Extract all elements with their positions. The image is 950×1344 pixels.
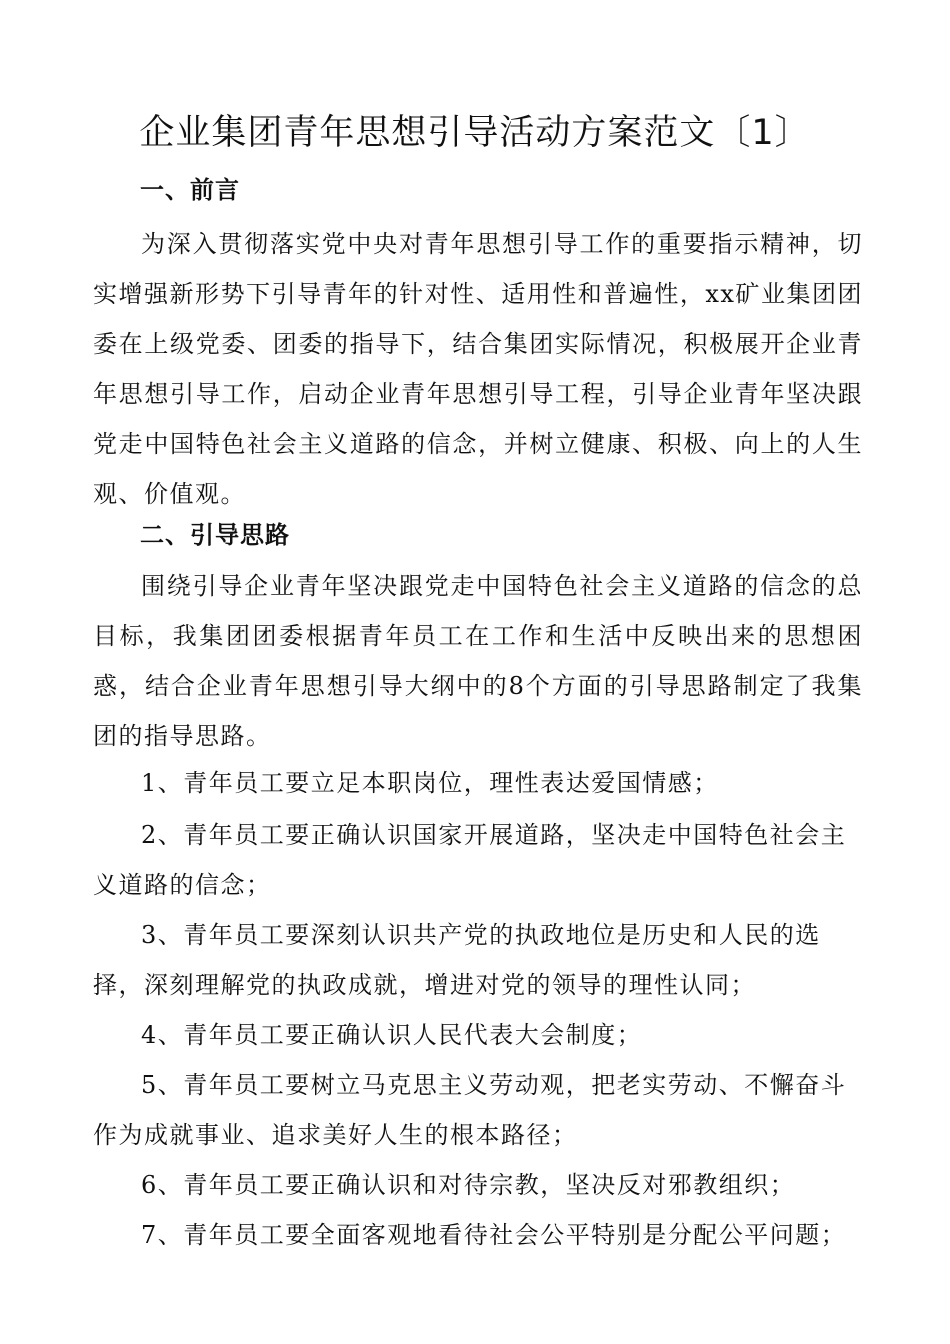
list-item: 1、青年员工要立足本职岗位，理性表达爱国情感； xyxy=(141,769,719,797)
list-item: 6、青年员工要正确认识和对待宗教，坚决反对邪教组织； xyxy=(141,1171,796,1199)
section-heading-guidance-approach: 二、引导思路 xyxy=(140,521,290,549)
list-item: 3、青年员工要深刻认识共产党的执政地位是历史和人民的选择，深刻理解党的执政成就，增进对党的领导的理性认同； xyxy=(93,921,821,999)
document-title: 企业集团青年思想引导活动方案范文〔1〕 xyxy=(139,113,811,153)
preface-paragraph: 为深入贯彻落实党中央对青年思想引导工作的重要指示精神，切实增强新形势下引导青年的针对性、适用性和普遍性，xx矿业集团团委在上级党委、团委的指导下，结合集团实际情况，积极展开企业青年思想引导工作，启动企业青年思想引导工程，引导企业青年坚决跟党走中国特色社会主义道路的信念，并树立健康、积极、向上的人生观、价值观。 xyxy=(93,230,863,508)
list-item: 7、青年员工要全面客观地看待社会公平特别是分配公平问题； xyxy=(141,1221,847,1249)
list-item: 2、青年员工要正确认识国家开展道路，坚决走中国特色社会主义道路的信念； xyxy=(93,821,847,899)
guidance-paragraph: 围绕引导企业青年坚决跟党走中国特色社会主义道路的信念的总目标，我集团团委根据青年员工在工作和生活中反映出来的思想困惑，结合企业青年思想引导大纲中的8个方面的引导思路制定了我集团的指导思路。 xyxy=(93,572,863,750)
list-item: 4、青年员工要正确认识人民代表大会制度； xyxy=(141,1021,643,1049)
section-heading-preface: 一、前言 xyxy=(140,176,240,204)
list-item: 5、青年员工要树立马克思主义劳动观，把老实劳动、不懈奋斗作为成就事业、追求美好人生的根本路径； xyxy=(93,1071,847,1149)
